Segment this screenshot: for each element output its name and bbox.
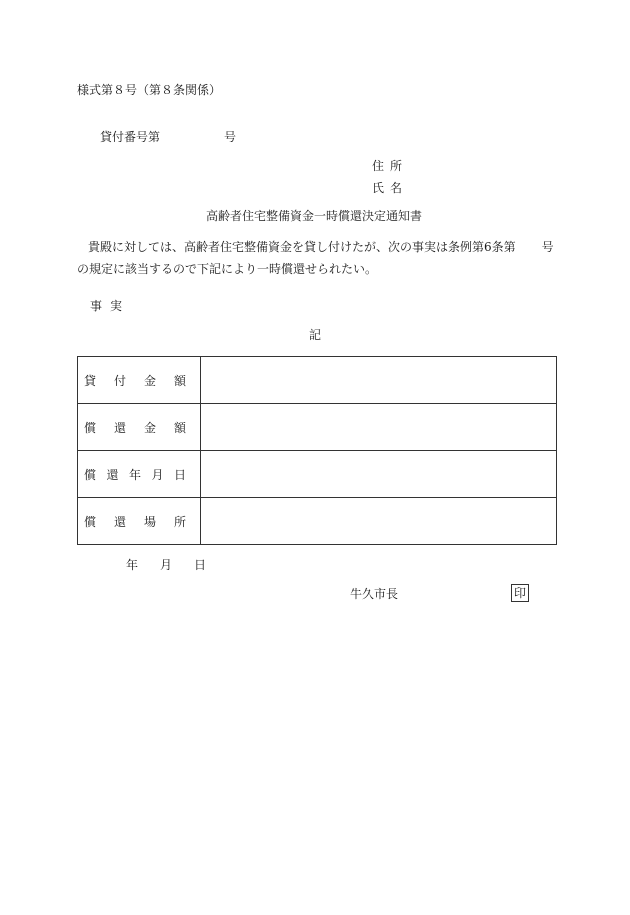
detail-table: [77, 356, 557, 545]
row-label-repayment-date: [78, 451, 201, 498]
repayment-amount-value-cell: [201, 404, 557, 451]
label-char: 貸: [84, 373, 97, 388]
label-char: 年: [128, 467, 141, 482]
date-day-label: 日: [194, 558, 207, 572]
form-number: 様式第８号（第８条関係）: [77, 83, 222, 97]
label-char: 償: [84, 514, 97, 529]
row-label-repayment-amount: [78, 404, 201, 451]
repayment-place-value-cell: [201, 498, 557, 545]
address-label: 住所: [372, 159, 409, 173]
mayor-title: 牛久市長: [350, 587, 399, 601]
body-article-number-suffix: 号: [541, 240, 554, 254]
label-char: 付: [113, 373, 126, 388]
loan-number-line: [100, 131, 236, 143]
label-char: 金: [143, 420, 156, 435]
label-char: 還: [113, 514, 126, 529]
label-char: 額: [173, 420, 186, 435]
label-char: 日: [173, 467, 186, 482]
label-char: 場: [143, 514, 156, 529]
table-row: [78, 451, 557, 498]
facts-label: 事実: [90, 299, 131, 313]
date-year-label: 年: [126, 558, 139, 572]
label-char: 還: [113, 420, 126, 435]
body-line-2: の規定に該当するので下記により一時償還せられたい。: [77, 262, 378, 276]
loan-number-prefix: 貸付番号第: [100, 130, 161, 144]
label-char: 額: [173, 373, 186, 388]
label-char: 金: [143, 373, 156, 388]
document-title: 高齢者住宅整備資金一時償還決定通知書: [206, 209, 423, 223]
ki-label: 記: [309, 328, 322, 342]
label-char: 所: [173, 514, 186, 529]
body-text: 貴殿に対しては、高齢者住宅整備資金を貸し付けたが、次の事実は条例第6条第: [88, 240, 516, 254]
loan-amount-value-cell: [201, 357, 557, 404]
label-char: 還: [106, 467, 119, 482]
body-line-1: [88, 241, 554, 253]
name-label: 氏名: [372, 181, 409, 195]
label-char: 月: [151, 467, 164, 482]
date-month-label: 月: [160, 558, 173, 572]
label-char: 償: [84, 467, 97, 482]
table-row: [78, 404, 557, 451]
seal-mark: 印: [511, 584, 529, 602]
label-char: 償: [84, 420, 97, 435]
table-row: [78, 498, 557, 545]
row-label-repayment-place: [78, 498, 201, 545]
loan-number-suffix: 号: [224, 130, 237, 144]
date-line: [126, 559, 206, 571]
table-row: [78, 357, 557, 404]
row-label-loan-amount: [78, 357, 201, 404]
repayment-date-value-cell: [201, 451, 557, 498]
